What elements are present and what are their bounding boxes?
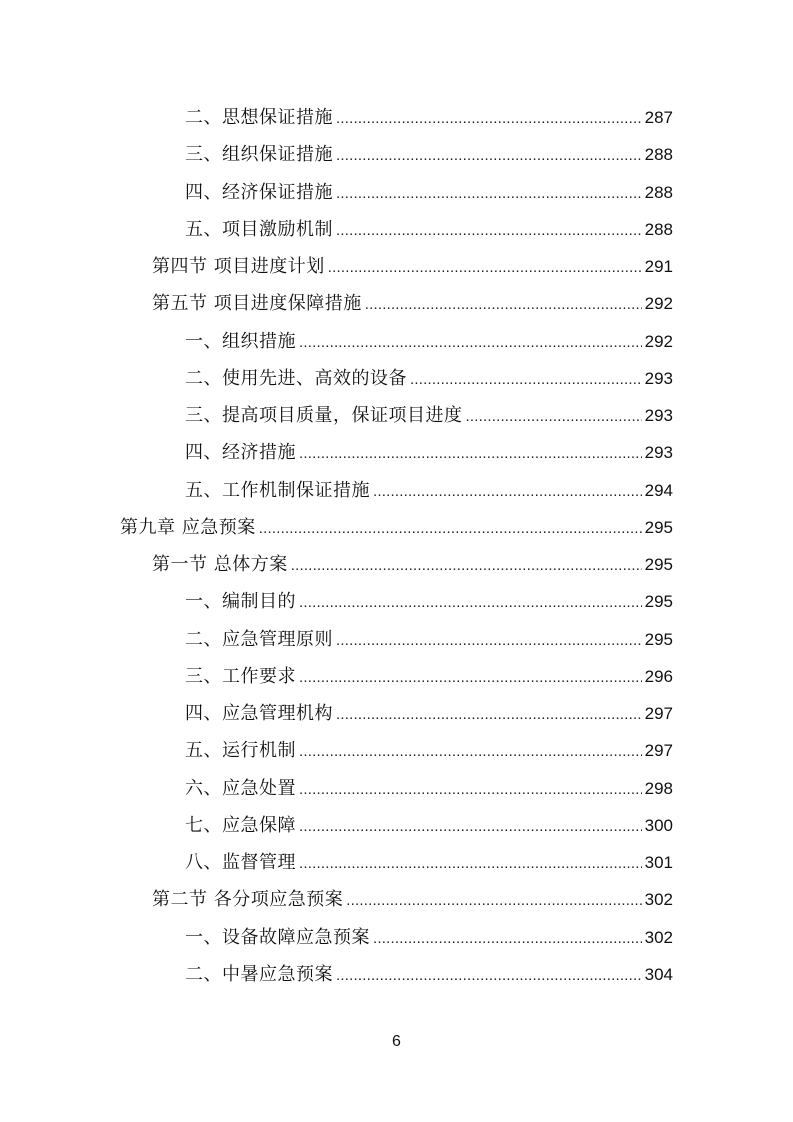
toc-entry-page: 302	[644, 890, 673, 910]
toc-entry-label: 四、经济措施	[185, 442, 296, 464]
toc-entry-label: 二、中暑应急预案	[185, 963, 333, 985]
toc-leader-dots	[299, 741, 642, 763]
page-number: 6	[392, 1033, 401, 1050]
toc-entry[interactable]	[0, 659, 793, 696]
toc-entry-page: 292	[644, 331, 673, 351]
toc-leader-dots	[336, 183, 642, 205]
toc-entry-row[interactable]	[185, 778, 673, 801]
toc-entry-label: 第九章 应急预案	[120, 516, 256, 538]
toc-entry-row[interactable]	[185, 405, 673, 428]
toc-entry-page: 287	[644, 108, 673, 128]
toc-entry-label: 六、应急处置	[185, 777, 296, 799]
toc-entry-row[interactable]	[185, 219, 673, 242]
toc-entry-label: 二、使用先进、高效的设备	[185, 367, 407, 389]
toc-entry-page: 295	[644, 555, 673, 575]
toc-entry[interactable]	[0, 361, 793, 398]
toc-entry-label: 四、应急管理机构	[185, 703, 333, 725]
toc-entry-label: 五、运行机制	[185, 740, 296, 762]
toc-entry-row[interactable]	[185, 629, 673, 652]
toc-leader-dots	[336, 630, 642, 652]
toc-entry-label: 二、思想保证措施	[185, 107, 333, 129]
toc-entry-row[interactable]	[185, 107, 673, 130]
toc-entry-page: 294	[644, 480, 673, 500]
toc-entry-label: 七、应急保障	[185, 814, 296, 836]
toc-entry-page: 288	[644, 182, 673, 202]
toc-leader-dots	[346, 890, 641, 912]
toc-leader-dots	[328, 257, 642, 279]
toc-entry-row[interactable]	[152, 256, 673, 279]
toc-entry[interactable]	[0, 771, 793, 808]
toc-entry-row[interactable]	[185, 815, 673, 838]
toc-leader-dots	[336, 704, 642, 726]
toc-entry-label: 三、组织保证措施	[185, 144, 333, 166]
toc-entry-page: 295	[644, 517, 673, 537]
toc-entry[interactable]	[0, 547, 793, 584]
toc-entry[interactable]	[0, 957, 793, 994]
toc-entry-page: 293	[644, 368, 673, 388]
toc-entry-page: 293	[644, 443, 673, 463]
toc-entry-label: 第五节 项目进度保障措施	[152, 293, 362, 315]
toc-entry-label: 第一节 总体方案	[152, 554, 288, 576]
toc-leader-dots	[299, 667, 642, 689]
toc-entry-page: 295	[644, 629, 673, 649]
toc-leader-dots	[410, 369, 642, 391]
toc-leader-dots	[373, 481, 642, 503]
toc-entry-row[interactable]	[185, 740, 673, 763]
toc-entry-row[interactable]	[185, 852, 673, 875]
toc-entry-page: 301	[644, 853, 673, 873]
toc-entry[interactable]	[0, 473, 793, 510]
toc-entry-label: 一、组织措施	[185, 330, 296, 352]
toc-leader-dots	[373, 928, 642, 950]
toc-entry-row[interactable]	[185, 591, 673, 614]
toc-entry-label: 五、项目激励机制	[185, 218, 333, 240]
toc-entry-label: 三、工作要求	[185, 665, 296, 687]
toc-entry[interactable]	[0, 286, 793, 323]
toc-entry-page: 298	[644, 778, 673, 798]
toc-entry[interactable]	[0, 249, 793, 286]
toc-entry[interactable]	[0, 398, 793, 435]
toc-entry[interactable]	[0, 510, 793, 547]
toc-leader-dots	[336, 965, 642, 987]
toc-entry-page: 302	[644, 927, 673, 947]
toc-entry-page: 295	[644, 592, 673, 612]
toc-entry[interactable]	[0, 696, 793, 733]
toc-entry[interactable]	[0, 845, 793, 882]
toc-entry-page: 297	[644, 741, 673, 761]
toc-leader-dots	[336, 108, 642, 130]
toc-entry[interactable]	[0, 100, 793, 137]
toc-entry[interactable]	[0, 733, 793, 770]
toc-entry-page: 293	[644, 406, 673, 426]
toc-entry[interactable]	[0, 882, 793, 919]
toc-entry-row[interactable]	[185, 480, 673, 503]
toc-leader-dots	[466, 406, 642, 428]
toc-entry-row[interactable]	[185, 703, 673, 726]
toc-entry-row[interactable]	[152, 554, 673, 577]
toc-entry-label: 八、监督管理	[185, 852, 296, 874]
toc-entry[interactable]	[0, 808, 793, 845]
toc-entry-row[interactable]	[185, 666, 673, 689]
toc-entry-row[interactable]	[185, 368, 673, 391]
table-of-contents	[0, 100, 793, 994]
toc-entry[interactable]	[0, 324, 793, 361]
toc-entry[interactable]	[0, 584, 793, 621]
toc-entry-page: 296	[644, 666, 673, 686]
toc-entry-row[interactable]	[185, 331, 673, 354]
toc-entry-row[interactable]	[185, 182, 673, 205]
toc-entry-label: 三、提高项目质量，保证项目进度	[185, 405, 463, 427]
toc-entry-page: 297	[644, 704, 673, 724]
toc-entry-label: 第四节 项目进度计划	[152, 256, 325, 278]
toc-leader-dots	[299, 332, 642, 354]
toc-leader-dots	[259, 518, 642, 540]
toc-entry-page: 288	[644, 145, 673, 165]
toc-leader-dots	[299, 592, 642, 614]
toc-leader-dots	[291, 555, 642, 577]
toc-leader-dots	[336, 220, 642, 242]
toc-entry[interactable]	[0, 175, 793, 212]
toc-entry-row[interactable]	[185, 964, 673, 987]
toc-entry-row[interactable]	[120, 517, 673, 540]
toc-entry[interactable]	[0, 920, 793, 957]
toc-entry-page: 304	[644, 964, 673, 984]
toc-entry-label: 四、经济保证措施	[185, 181, 333, 203]
toc-leader-dots	[365, 294, 642, 316]
toc-entry-page: 300	[644, 815, 673, 835]
toc-entry-label: 五、工作机制保证措施	[185, 479, 370, 501]
toc-leader-dots	[299, 443, 642, 465]
toc-entry-label: 第二节 各分项应急预案	[152, 889, 344, 911]
toc-entry-row[interactable]	[152, 293, 673, 316]
toc-leader-dots	[299, 816, 642, 838]
toc-entry-label: 一、编制目的	[185, 591, 296, 613]
toc-entry-label: 二、应急管理原则	[185, 628, 333, 650]
toc-entry-label: 一、设备故障应急预案	[185, 926, 370, 948]
toc-entry-row[interactable]	[185, 144, 673, 167]
toc-entry[interactable]	[0, 435, 793, 472]
toc-leader-dots	[336, 145, 642, 167]
toc-entry[interactable]	[0, 622, 793, 659]
toc-entry[interactable]	[0, 212, 793, 249]
toc-entry-page: 291	[644, 257, 673, 277]
toc-entry-page: 288	[644, 219, 673, 239]
toc-entry[interactable]	[0, 137, 793, 174]
toc-leader-dots	[299, 779, 642, 801]
toc-entry-row[interactable]	[185, 442, 673, 465]
toc-leader-dots	[299, 853, 642, 875]
toc-entry-page: 292	[644, 294, 673, 314]
toc-entry-row[interactable]	[152, 889, 673, 912]
toc-entry-row[interactable]	[185, 927, 673, 950]
